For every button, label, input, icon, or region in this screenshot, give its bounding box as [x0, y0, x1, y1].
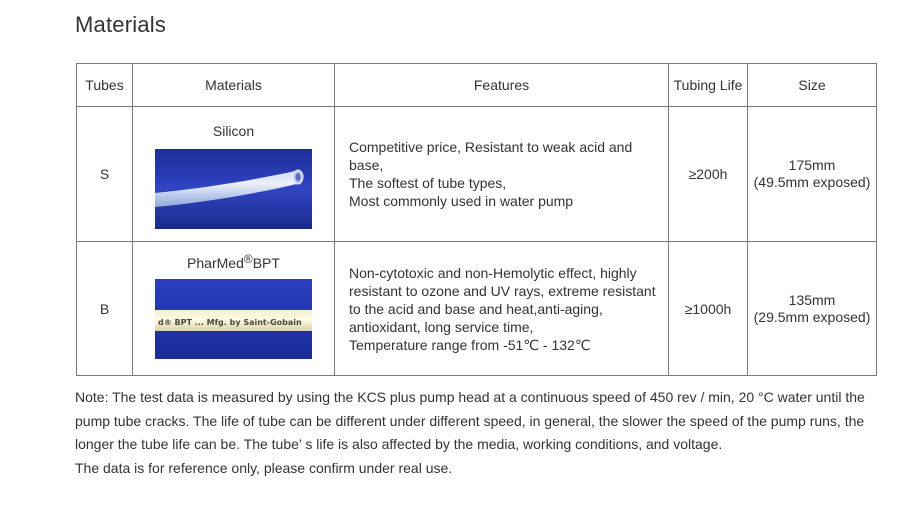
size-exposed: (49.5mm exposed): [753, 174, 871, 190]
material-cell: [133, 107, 335, 242]
material-name-text: PharMed: [187, 255, 244, 271]
table-row: [77, 242, 877, 376]
tube-code: S: [77, 107, 133, 242]
material-cell: [133, 242, 335, 376]
tube-print-text: d® BPT ... Mfg. by Saint-Gobain: [158, 318, 302, 327]
size-cell: [748, 242, 877, 376]
column-header-tubes: Tubes: [77, 64, 133, 107]
size-length: 175mm: [788, 157, 836, 173]
material-name: [133, 252, 334, 271]
feature-line: Non-cytotoxic and non-Hemolytic effect, highly: [349, 264, 637, 281]
column-header-tubing-life: Tubing Life: [669, 64, 748, 107]
feature-line: Competitive price, Resistant to weak acid and: [349, 139, 633, 155]
feature-line: antioxidant, long service time,: [349, 318, 534, 335]
column-header-materials: Materials: [133, 64, 335, 107]
column-header-size: Size: [748, 64, 877, 107]
silicon-tube-photo: [155, 149, 312, 229]
materials-table: [76, 63, 877, 376]
pharmed-tube-photo: [155, 279, 312, 359]
page-title: Materials: [75, 12, 167, 37]
features-cell: [335, 107, 669, 242]
tubing-life-value: ≥1000h: [669, 242, 748, 376]
feature-line: Most commonly used in water pump: [349, 193, 574, 209]
feature-line: The softest of tube types,: [349, 175, 507, 191]
tube-code: B: [77, 242, 133, 376]
table-row: [77, 107, 877, 242]
table-header-row: [77, 64, 877, 107]
size-cell: [748, 107, 877, 242]
feature-line: Temperature range from -51℃ - 132℃: [349, 336, 591, 353]
feature-line: to the acid and base and heat,anti-aging,: [349, 300, 603, 317]
column-header-features: Features: [335, 64, 669, 107]
note-text: Note: The test data is measured by using the KCS plus pump head at a continuous speed of 450 rev / min, 20 °C water until the pump tube cracks. The life of tube can be different under different speed, in general, the slower the speed of the pump runs, the longer the tube life can be. The tube’ s life is also affected by the media, working conditions, and voltage.: [75, 389, 865, 453]
material-name-suffix: BPT: [252, 255, 280, 271]
registered-mark: ®: [243, 252, 253, 266]
size-length: 135mm: [788, 291, 836, 308]
note-block: [75, 386, 875, 481]
features-cell: [335, 242, 669, 376]
size-exposed: (29.5mm exposed): [753, 308, 871, 325]
material-name: Silicon: [212, 123, 255, 139]
feature-line: resistant to ozone and UV rays, extreme resistant: [349, 282, 656, 299]
feature-line: base,: [349, 157, 384, 173]
note-disclaimer: The data is for reference only, please confirm under real use.: [75, 460, 453, 477]
tubing-life-value: ≥200h: [669, 107, 748, 242]
